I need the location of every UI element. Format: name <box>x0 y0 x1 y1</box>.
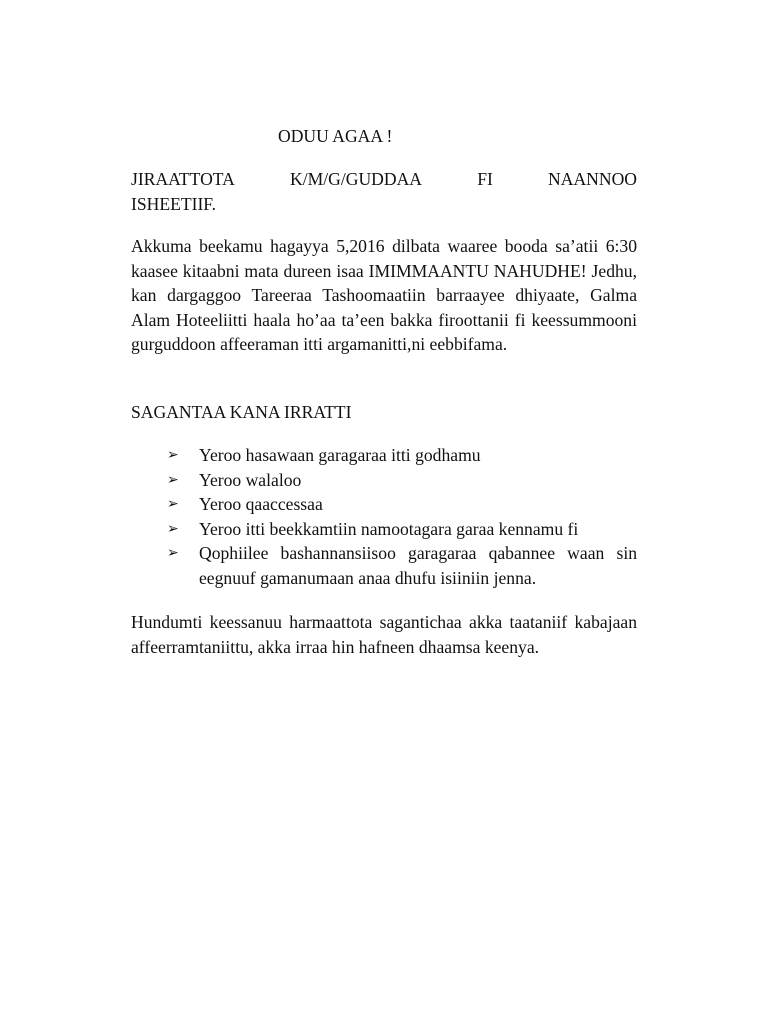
program-list <box>167 443 637 590</box>
list-item-text: Yeroo walaloo <box>199 469 302 490</box>
list-item <box>167 492 637 517</box>
document-title: ODUU AGAA ! <box>278 126 393 146</box>
program-subheading: SAGANTAA KANA IRRATTI <box>131 402 352 422</box>
heading-line-1 <box>131 167 637 192</box>
list-item-text: Yeroo qaaccessaa <box>199 494 323 514</box>
intro-paragraph: Akkuma beekamu hagayya 5,2016 dilbata waaree booda sa’atii 6:30 kaasee kitaabni mata dureen isaa IMIMMAANTU NAHUDHE! Jedhu, kan dargaggoo Tareeraa Tashoomaatiin barraayee dhiyaate, Galma Alam Hoteeliitti haala ho’aa ta’een bakka firoottanii fi keessummooni gurguddoon affeeraman itti argamanitti,ni eebbifama. <box>131 236 637 354</box>
arrow-bullet-icon: ➢ <box>167 520 179 537</box>
arrow-bullet-icon: ➢ <box>167 545 179 561</box>
list-item <box>167 517 637 542</box>
heading-word: JIRAATTOTA <box>131 169 235 189</box>
heading-word: FI <box>477 169 493 189</box>
list-item <box>167 443 637 468</box>
list-item-text: Qophiilee bashannansiisoo garagaraa qabannee waan sin eegnuuf gamanumaan anaa dhufu isiiniin jenna. <box>199 543 637 588</box>
arrow-bullet-icon: ➢ <box>167 447 179 463</box>
closing-paragraph: Hundumti keessanuu harmaattota sagantichaa akka taataniif kabajaan affeerramtaniittu, akka irraa hin hafneen dhaamsa keenya. <box>131 612 637 657</box>
arrow-bullet-icon: ➢ <box>167 471 179 488</box>
list-item <box>167 468 637 493</box>
heading-line-2: ISHEETIIF. <box>131 193 217 214</box>
heading-word: K/M/G/GUDDAA <box>290 169 422 189</box>
list-item-text: Yeroo hasawaan garagaraa itti godhamu <box>199 445 481 465</box>
list-item-text: Yeroo itti beekkamtiin namootagara garaa kennamu fi <box>199 518 579 539</box>
announcement-heading <box>131 167 637 216</box>
list-item <box>167 541 637 590</box>
arrow-bullet-icon: ➢ <box>167 496 179 512</box>
document-page <box>131 0 637 1024</box>
heading-word: NAANNOO <box>548 169 637 189</box>
